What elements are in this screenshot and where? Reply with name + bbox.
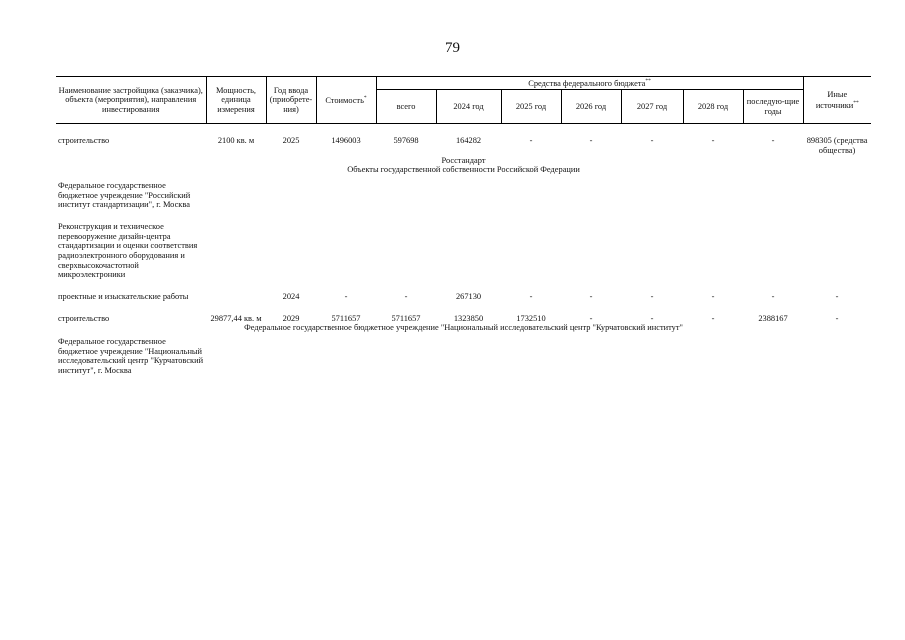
section-agency: Росстандарт xyxy=(441,155,486,165)
header-2027: 2027 год xyxy=(621,90,683,124)
row-other: - xyxy=(835,313,839,323)
row-capacity: 29877,44 кв. м xyxy=(210,313,262,323)
section-heading xyxy=(56,156,871,166)
header-name: Наименование застройщика (заказчика), объекта (мероприятия), направления инвестирования xyxy=(56,77,206,124)
row-other: 898305 (средства общества) xyxy=(806,136,868,156)
table-row xyxy=(56,333,871,376)
table-row xyxy=(56,292,871,302)
table-header xyxy=(56,77,871,124)
row-cost: - xyxy=(344,291,348,301)
row-later: - xyxy=(771,291,775,301)
organization-name: Федеральное государственное бюджетное учреждение "Российский институт стандартизации", г. Москва xyxy=(58,181,191,210)
row-year: 2029 xyxy=(282,313,300,323)
row-2026: - xyxy=(589,136,593,146)
table-row xyxy=(56,136,871,155)
row-total: 597698 xyxy=(393,136,419,146)
investment-table xyxy=(56,76,871,376)
row-2027: - xyxy=(650,291,654,301)
header-later-years: последую-щие годы xyxy=(743,90,803,124)
row-2025: - xyxy=(529,136,533,146)
row-2024: 164282 xyxy=(455,136,482,146)
row-total: - xyxy=(404,291,408,301)
table-row xyxy=(56,175,871,210)
header-year: Год ввода (приобрете-ния) xyxy=(266,77,316,124)
row-2026: - xyxy=(589,291,593,301)
row-total: 5711657 xyxy=(391,313,421,323)
header-capacity: Мощность, единица измерения xyxy=(206,77,266,124)
row-year: 2024 xyxy=(282,291,300,301)
row-capacity xyxy=(206,292,266,302)
row-other: - xyxy=(835,291,839,301)
row-year: 2025 xyxy=(282,136,300,146)
table-row xyxy=(56,222,871,280)
section-heading xyxy=(56,165,871,175)
page-number: 79 xyxy=(445,40,460,56)
section-heading xyxy=(56,323,871,333)
table-row xyxy=(56,314,871,324)
section-ownership: Объекты государственной собственности Российской Федерации xyxy=(347,165,580,175)
header-2028: 2028 год xyxy=(683,90,743,124)
header-cost: Стоимость* xyxy=(316,77,376,124)
header-2026: 2026 год xyxy=(561,90,621,124)
row-name: строительство xyxy=(58,313,110,323)
row-2026: - xyxy=(589,313,593,323)
row-2027: - xyxy=(650,136,654,146)
organization-name: Федеральное государственное бюджетное учреждение "Национальный исследовательский центр "Курчатовский институт", г. Москва xyxy=(58,336,204,375)
header-2025: 2025 год xyxy=(501,90,561,124)
header-2024: 2024 год xyxy=(436,90,501,124)
row-2027: - xyxy=(650,313,654,323)
row-name: строительство xyxy=(58,136,110,146)
row-2025: 1732510 xyxy=(516,313,546,323)
row-2028: - xyxy=(711,136,715,146)
header-federal-budget: Средства федерального бюджета** xyxy=(376,77,803,90)
header-total: всего xyxy=(376,90,436,124)
row-later: - xyxy=(771,136,775,146)
row-2024: 267130 xyxy=(455,291,482,301)
project-name: Реконструкция и техническое перевооружение дизайн-центра стандартизации и оценки соответствия радиоэлектронного оборудования и сверхвысокочастотной микроэлектроники xyxy=(58,222,198,280)
row-2028: - xyxy=(711,313,715,323)
row-cost: 5711657 xyxy=(331,313,361,323)
row-cost: 1496003 xyxy=(331,136,361,146)
row-2025: - xyxy=(529,291,533,301)
row-capacity: 2100 кв. м xyxy=(217,136,255,146)
row-name: проектные и изыскательские работы xyxy=(58,291,189,301)
row-2024: 1323850 xyxy=(453,313,484,323)
row-later: 2388167 xyxy=(758,313,788,323)
header-other-sources: Иные источники** xyxy=(803,77,871,124)
row-2028: - xyxy=(711,291,715,301)
section-institution: Федеральное государственное бюджетное учреждение "Национальный исследовательский центр "Курчатовский институт" xyxy=(244,323,683,333)
